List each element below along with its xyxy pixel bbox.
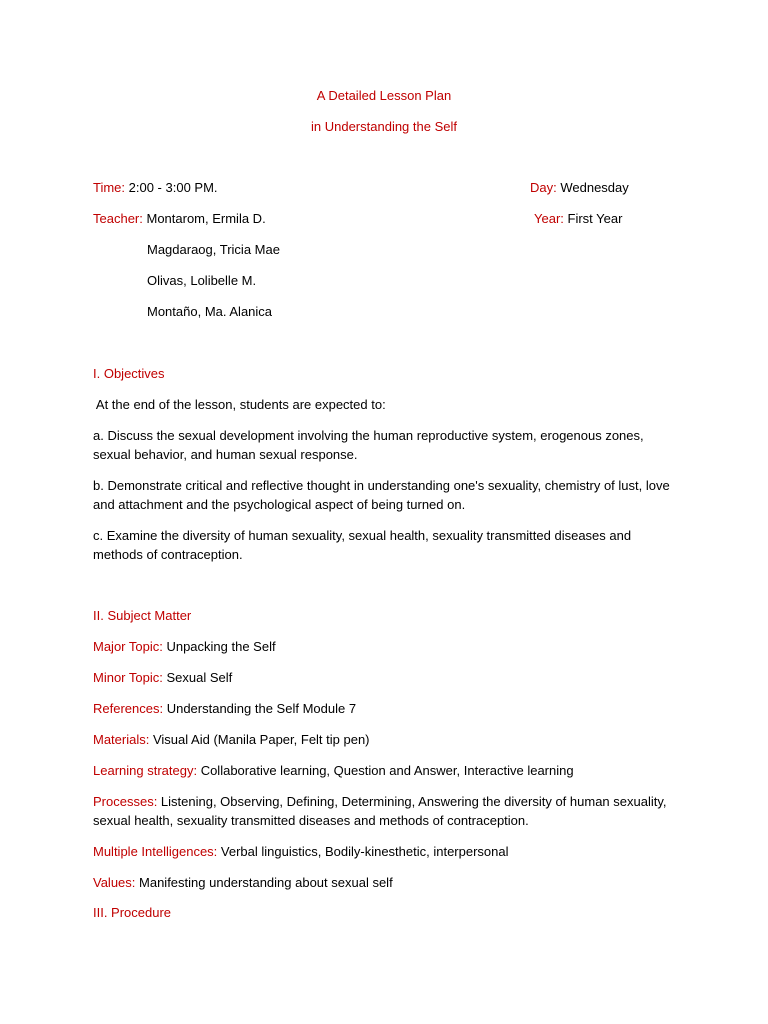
day-label: Day: [530, 180, 557, 195]
objectives-intro: At the end of the lesson, students are expected to: [93, 397, 386, 412]
day-value: Wednesday [556, 180, 629, 195]
year-row [534, 209, 622, 228]
subject-matter-heading: II. Subject Matter [93, 608, 192, 623]
processes-row [93, 792, 673, 830]
objective-item: b. Demonstrate critical and reflective thought in understanding one's sexuality, chemistry of lust, love and attachment and the psychological aspect of being turned on. [93, 478, 670, 512]
document-title: A Detailed Lesson Plan [316, 88, 452, 103]
year-value: First Year [563, 211, 623, 226]
year-label: Year: [534, 211, 564, 226]
teacher-name: Montarom, Ermila D. [142, 211, 266, 226]
field-value: Listening, Observing, Defining, Determining, Answering the diversity of human sexuality, sexual health, sexuality transmitted diseases and methods of contraception. [93, 794, 667, 828]
minor-topic-row [93, 668, 232, 687]
major-topic-row [93, 637, 276, 656]
document-subtitle: in Understanding the Self [311, 119, 457, 134]
field-label: Multiple Intelligences: [93, 844, 218, 859]
field-value: Manifesting understanding about sexual self [135, 875, 393, 890]
values-row [93, 873, 393, 892]
time-value: 2:00 - 3:00 PM. [125, 180, 218, 195]
field-label: Processes: [93, 794, 158, 809]
time-row [93, 178, 218, 197]
procedure-heading: III. Procedure [93, 905, 172, 920]
field-value: Visual Aid (Manila Paper, Felt tip pen) [149, 732, 370, 747]
day-row [530, 178, 629, 197]
teacher-name: Magdaraog, Tricia Mae [147, 242, 280, 257]
objectives-heading: I. Objectives [93, 366, 165, 381]
objective-item: c. Examine the diversity of human sexuality, sexual health, sexuality transmitted diseases and methods of contraception. [93, 528, 632, 562]
objective-item: a. Discuss the sexual development involving the human reproductive system, erogenous zones, sexual behavior, and human sexual response. [93, 428, 644, 462]
time-label: Time: [93, 180, 126, 195]
field-label: Materials: [93, 732, 150, 747]
field-value: Verbal linguistics, Bodily-kinesthetic, interpersonal [217, 844, 509, 859]
field-value: Sexual Self [162, 670, 233, 685]
materials-row [93, 730, 370, 749]
field-value: Understanding the Self Module 7 [163, 701, 357, 716]
teacher-row [93, 209, 266, 228]
field-label: Learning strategy: [93, 763, 198, 778]
field-label: References: [93, 701, 164, 716]
field-value: Collaborative learning, Question and Answer, Interactive learning [197, 763, 574, 778]
field-value: Unpacking the Self [162, 639, 276, 654]
field-label: Major Topic: [93, 639, 163, 654]
learning-strategy-row [93, 761, 574, 780]
teacher-name: Olivas, Lolibelle M. [147, 273, 257, 288]
multiple-intelligences-row [93, 842, 509, 861]
field-label: Minor Topic: [93, 670, 163, 685]
teacher-label: Teacher: [93, 211, 143, 226]
references-row [93, 699, 356, 718]
teacher-name: Montaño, Ma. Alanica [147, 304, 273, 319]
field-label: Values: [93, 875, 136, 890]
